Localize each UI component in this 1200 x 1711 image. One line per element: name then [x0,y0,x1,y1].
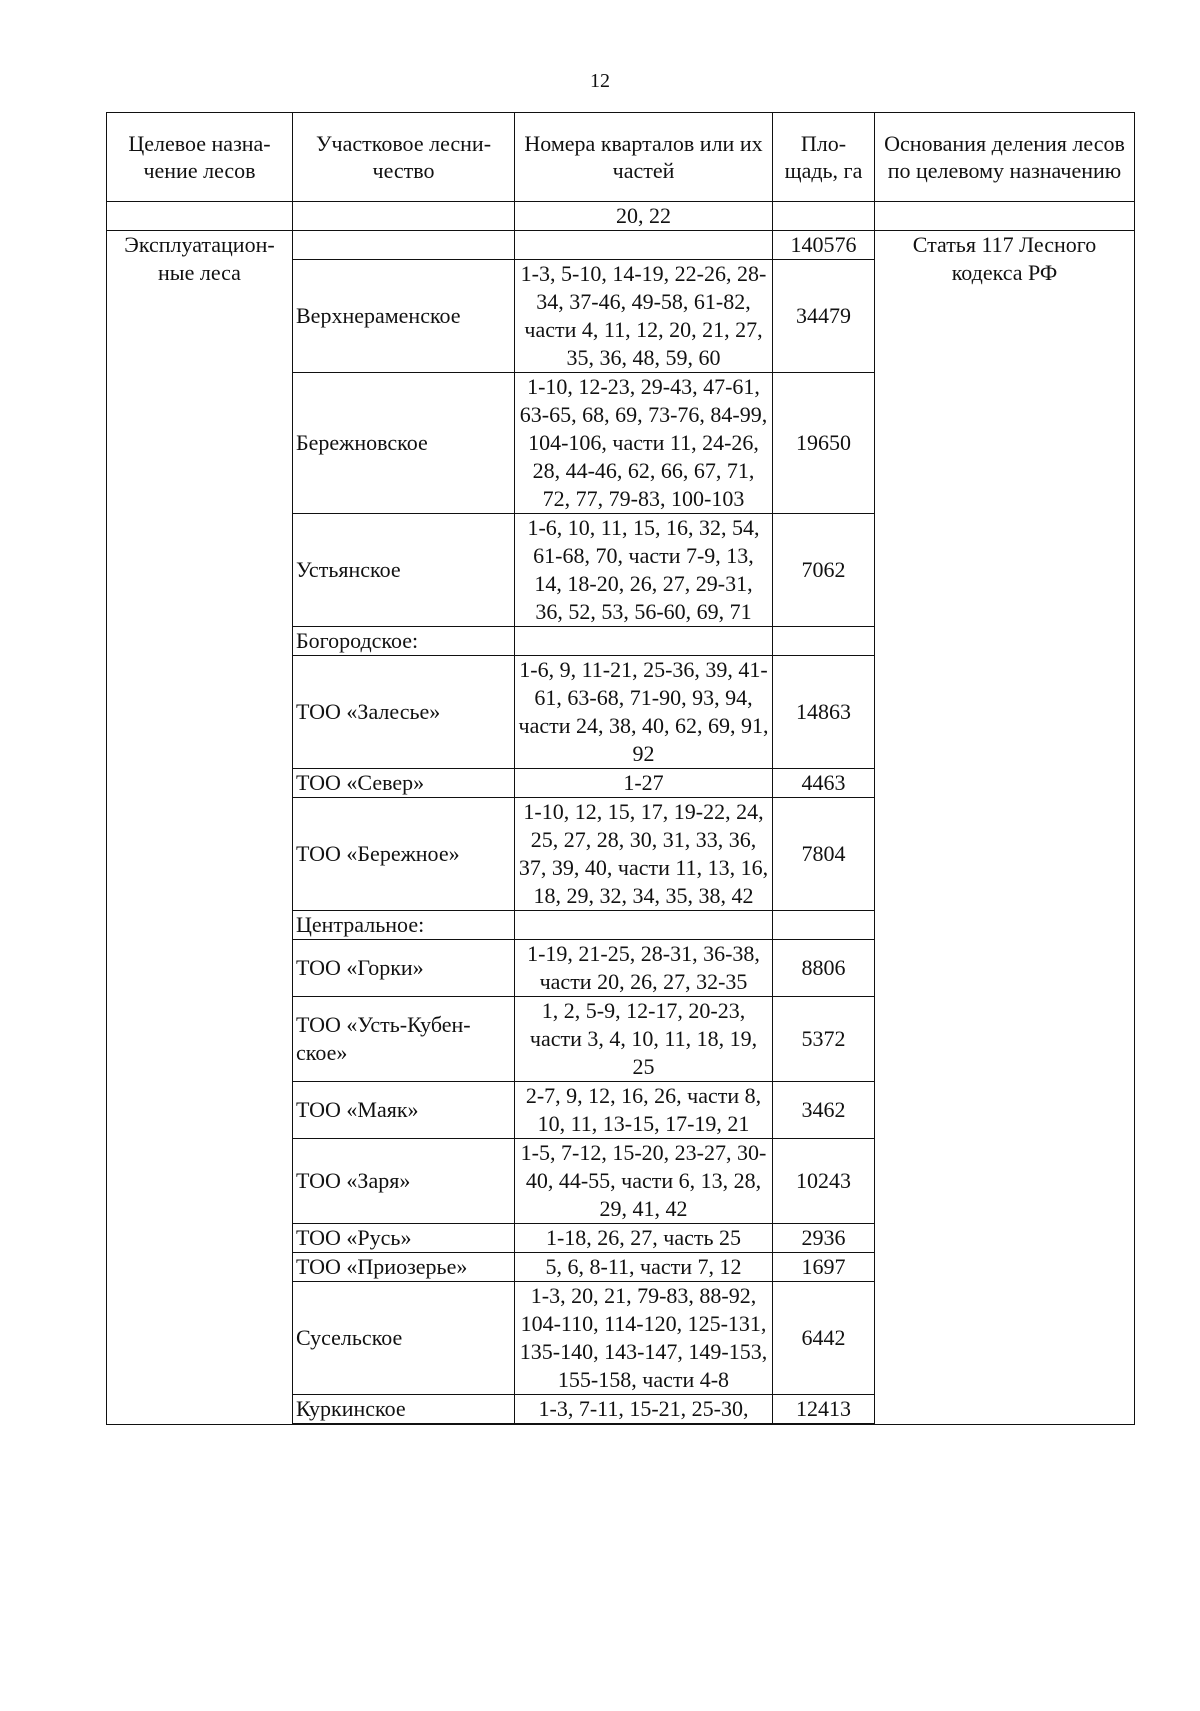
quarter-numbers: 1-27 [515,769,773,798]
area-value: 4463 [773,769,875,798]
quarter-numbers: 1-3, 7-11, 15-21, 25-30, [515,1395,773,1424]
district-name: ТОО «Бережное» [293,798,515,911]
area-value: 3462 [773,1082,875,1139]
district-name: ТОО «Горки» [293,940,515,997]
district-name: Верхнераменское [293,260,515,373]
area-value: 8806 [773,940,875,997]
area-value: 10243 [773,1139,875,1224]
area-value [773,911,875,940]
quarter-numbers: 1-6, 10, 11, 15, 16, 32, 54, 61-68, 70, части 7-9, 13, 14, 18-20, 26, 27, 29-31, 36, 52, 53, 56-60, 69, 71 [515,514,773,627]
district-name: Богородское: [293,627,515,656]
quarter-numbers: 5, 6, 8-11, части 7, 12 [515,1253,773,1282]
area-value [773,627,875,656]
quarter-numbers: 1-5, 7-12, 15-20, 23-27, 30-40, 44-55, части 6, 13, 28, 29, 41, 42 [515,1139,773,1224]
area-value: 14863 [773,656,875,769]
continuation-district-cell [293,202,515,231]
header-purpose: Целевое назна-чение лесов [107,113,293,202]
quarter-numbers: 1-19, 21-25, 28-31, 36-38, части 20, 26, 27, 32-35 [515,940,773,997]
district-name: Центральное: [293,911,515,940]
area-value: 19650 [773,373,875,514]
district-name: ТОО «Усть-Кубен-ское» [293,997,515,1082]
district-name: Сусельское [293,1282,515,1395]
area-value: 2936 [773,1224,875,1253]
district-name: ТОО «Заря» [293,1139,515,1224]
quarter-numbers: 1-3, 5-10, 14-19, 22-26, 28-34, 37-46, 49-58, 61-82, части 4, 11, 12, 20, 21, 27, 35, 36, 48, 59, 60 [515,260,773,373]
basis-text: Статья 117 Лесного кодекса РФ [875,231,1135,1425]
forest-division-table [106,112,1135,1425]
area-value: 12413 [773,1395,875,1424]
quarter-numbers: 2-7, 9, 12, 16, 26, части 8, 10, 11, 13-15, 17-19, 21 [515,1082,773,1139]
page-number: 12 [590,70,610,92]
district-name: ТОО «Русь» [293,1224,515,1253]
area-value: 1697 [773,1253,875,1282]
quarter-numbers: 1-3, 20, 21, 79-83, 88-92, 104-110, 114-120, 125-131, 135-140, 143-147, 149-153, 155-158, части 4-8 [515,1282,773,1395]
purpose-label: Эксплуатацион-ные леса [107,231,293,1425]
area-value [773,1424,875,1425]
header-basis: Основания деления лесов по целевому назначению [875,113,1135,202]
quarter-numbers: 1, 2, 5-9, 12-17, 20-23, части 3, 4, 10, 11, 18, 19, 25 [515,997,773,1082]
header-district: Участковое лесни-чество [293,113,515,202]
quarter-numbers: 1-18, 26, 27, часть 25 [515,1224,773,1253]
quarter-numbers [515,627,773,656]
continuation-purpose-cell [107,202,293,231]
area-value: 6442 [773,1282,875,1395]
district-name: ТОО «Приозерье» [293,1253,515,1282]
quarter-numbers: 1-10, 12, 15, 17, 19-22, 24, 25, 27, 28, 30, 31, 33, 36, 37, 39, 40, части 11, 13, 16, 18, 29, 32, 34, 35, 38, 42 [515,798,773,911]
total-quarters-cell [515,231,773,260]
continuation-row [107,202,1135,231]
district-name: ТОО «Маяк» [293,1082,515,1139]
quarter-numbers: 1-10, 12-23, 29-43, 47-61, 63-65, 68, 69, 73-76, 84-99, 104-106, части 11, 24-26, 28, 44-46, 62, 66, 67, 71, 72, 77, 79-83, 100-103 [515,373,773,514]
district-name: Куркинское [293,1395,515,1424]
quarter-numbers [515,911,773,940]
area-value: 5372 [773,997,875,1082]
area-value: 7062 [773,514,875,627]
district-name: Бережновское [293,373,515,514]
continuation-quarters: 20, 22 [515,202,773,231]
district-name [293,1424,515,1425]
area-value: 34479 [773,260,875,373]
district-name: ТОО «Залесье» [293,656,515,769]
table-header-row [107,113,1135,202]
total-row [107,231,1135,260]
district-name: Устьянское [293,514,515,627]
continuation-basis-cell [875,202,1135,231]
quarter-numbers [515,1424,773,1425]
total-district-cell [293,231,515,260]
header-area: Пло-щадь, га [773,113,875,202]
district-name: ТОО «Север» [293,769,515,798]
header-quarters: Номера кварталов или их частей [515,113,773,202]
area-value: 7804 [773,798,875,911]
quarter-numbers: 1-6, 9, 11-21, 25-36, 39, 41-61, 63-68, 71-90, 93, 94, части 24, 38, 40, 62, 69, 91, 92 [515,656,773,769]
total-area: 140576 [773,231,875,260]
continuation-area-cell [773,202,875,231]
